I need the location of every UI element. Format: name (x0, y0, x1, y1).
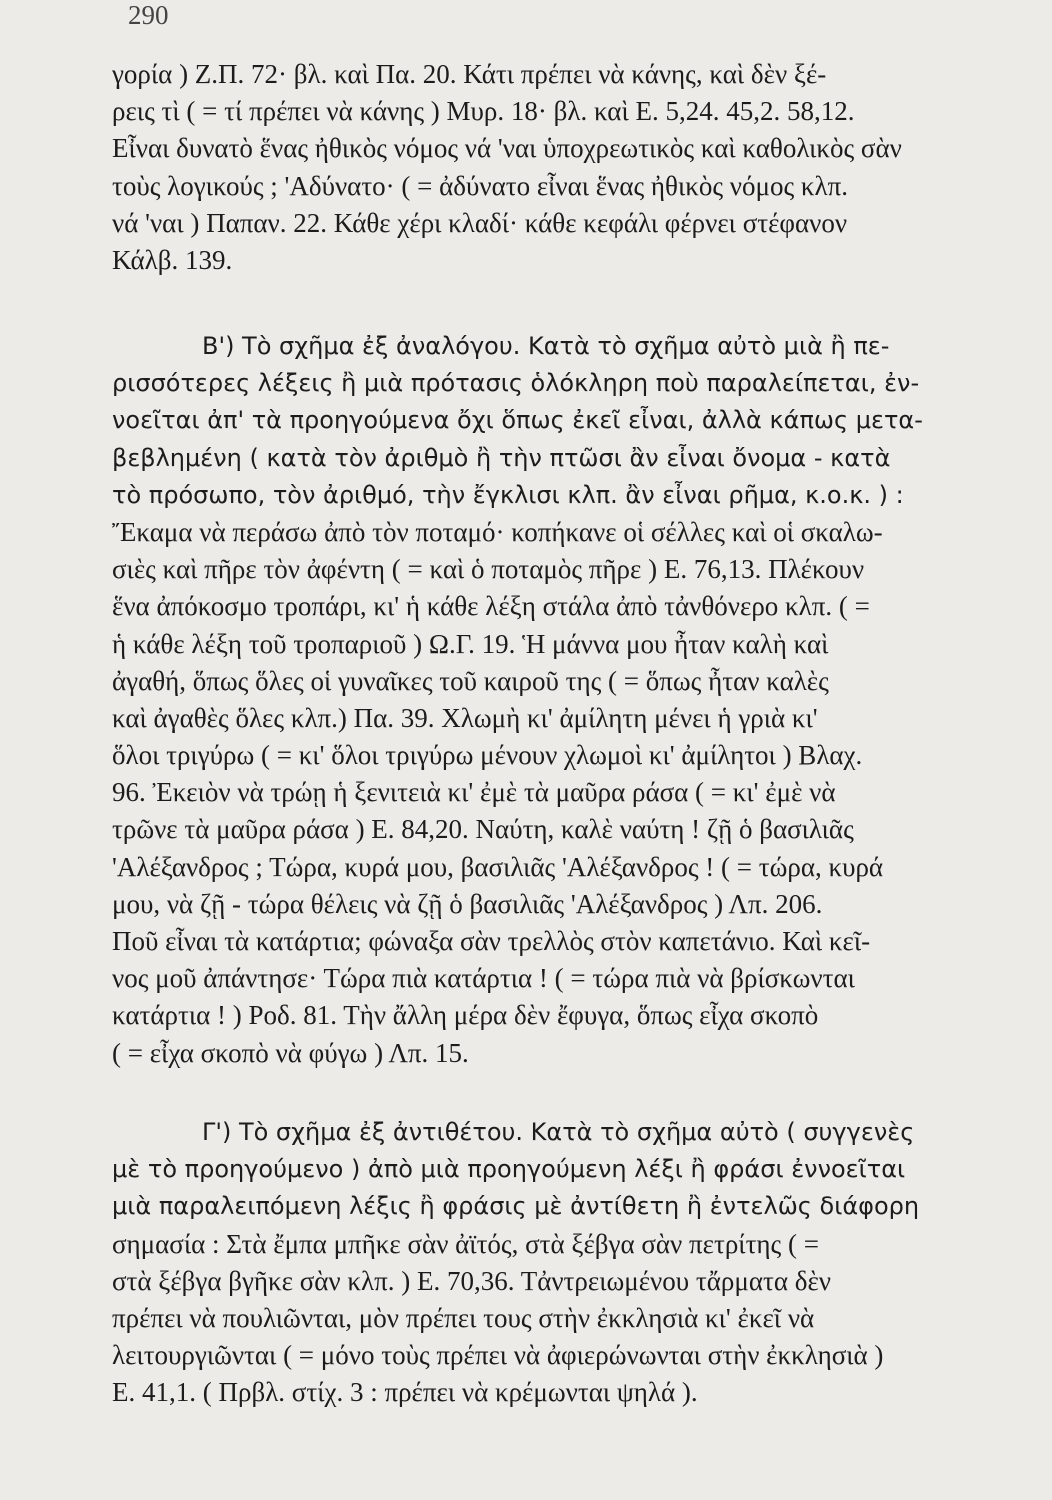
text-line: μὲ τὸ προηγούμενο ) ἀπὸ μιὰ προηγούμενη λέξι ἢ φράσι ἐννοεῖται (112, 1155, 906, 1184)
text-line: 'Αλέξανδρος ; Τώρα, κυρά μου, βασιλιᾶς 'Αλέξανδρος ! ( = τώρα, κυρά (112, 851, 884, 882)
section-heading-line: Β') Τὸ σχῆμα ἐξ ἀναλόγου. Κατὰ τὸ σχῆμα αὐτὸ μιὰ ἢ πε- (202, 332, 890, 360)
text-line: τοὺς λογικούς ; 'Αδύνατο· ( = ἀδύνατο εἶναι ἕνας ἠθικὸς νόμος κλπ. (112, 170, 849, 201)
page-number: 290 (128, 0, 169, 30)
text-line: νά 'ναι ) Παπαν. 22. Κάθε χέρι κλαδί· κάθε κεφάλι φέρνει στέφανον (112, 207, 848, 238)
text-line: Ε. 41,1. ( Πρβλ. στίχ. 3 : πρέπει νὰ κρέμωνται ψηλά ). (112, 1377, 698, 1408)
paragraph-a (112, 56, 1024, 279)
text-line: στὰ ξέβγα βγῆκε σὰν κλπ. ) Ε. 70,36. Τἀντρειωμένου τἄρματα δὲν (112, 1265, 831, 1296)
text-line: γορία ) Ζ.Π. 72· βλ. καὶ Πα. 20. Κάτι πρέπει νὰ κάνης, καὶ δὲν ξέ- (112, 59, 827, 89)
text-line: ἡ κάθε λέξη τοῦ τροπαριοῦ ) Ω.Γ. 19. Ἡ μάννα μου ἦταν καλὴ καὶ (112, 628, 829, 659)
text-line: καὶ ἀγαθὲς ὅλες κλπ.) Πα. 39. Χλωμὴ κι' ἀμίλητη μένει ἡ γριὰ κι' (112, 702, 818, 733)
text-line: μου, νὰ ζῇ - τώρα θέλεις νὰ ζῇ ὁ βασιλιᾶς 'Αλέξανδρος ) Λπ. 206. (112, 888, 823, 919)
text-line: τὸ πρόσωπο, τὸν ἀριθμό, τὴν ἔγκλισι κλπ. ἂν εἶναι ρῆμα, κ.ο.κ. ) : (112, 480, 904, 509)
paragraph-b (112, 328, 1024, 1072)
text-line: κατάρτια ! ) Ροδ. 81. Τὴν ἄλλη μέρα δὲν ἔφυγα, ὅπως εἶχα σκοπὸ (112, 1000, 819, 1031)
text-line: σιὲς καὶ πῆρε τὸν ἀφέντη ( = καὶ ὁ ποταμὸς πῆρε ) Ε. 76,13. Πλέκουν (112, 554, 865, 585)
text-line: 96. Ἐκειὸν νὰ τρώῃ ἡ ξενιτειὰ κι' ἐμὲ τὰ μαῦρα ράσα ( = κι' ἐμὲ νὰ (112, 777, 836, 808)
text-line: μιὰ παραλειπόμενη λέξις ἢ φράσις μὲ ἀντίθετη ἢ ἐντελῶς διάφορη (112, 1192, 920, 1221)
text-line: Ἔκαμα νὰ περάσω ἀπὸ τὸν ποταμό· κοπήκανε οἱ σέλλες καὶ οἱ σκαλω- (112, 516, 883, 547)
text-line: νοεῖται ἀπ' τὰ προηγούμενα ὄχι ὅπως ἐκεῖ εἶναι, ἀλλὰ κάπως μετα- (112, 406, 923, 435)
text-line: νος μοῦ ἀπάντησε· Τώρα πιὰ κατάρτια ! ( = τώρα πιὰ νὰ βρίσκωνται (112, 963, 855, 994)
text-line: πρέπει νὰ πουλιῶνται, μὸν πρέπει τους στὴν ἐκκλησιὰ κι' ἐκεῖ νὰ (112, 1302, 815, 1333)
text-line: Κάλβ. 139. (112, 244, 233, 275)
paragraph-c (112, 1114, 1024, 1412)
text-line: ὅλοι τριγύρω ( = κι' ὅλοι τριγύρω μένουν χλωμοὶ κι' ἀμίλητοι ) Βλαχ. (112, 740, 863, 771)
text-line: ρισσότερες λέξεις ἢ μιὰ πρότασις ὁλόκληρη ποὺ παραλείπεται, ἐν- (112, 369, 920, 398)
text-line: ( = εἶχα σκοπὸ νὰ φύγω ) Λπ. 15. (112, 1037, 469, 1068)
text-line: λειτουργιῶνται ( = μόνο τοὺς πρέπει νὰ ἀφιερώνωνται στὴν ἐκκλησιὰ ) (112, 1340, 884, 1371)
text-line: σημασία : Στὰ ἔμπα μπῆκε σὰν ἀϊτός, στὰ ξέβγα σὰν πετρίτης ( = (112, 1228, 819, 1259)
text-line: τρῶνε τὰ μαῦρα ράσα ) Ε. 84,20. Ναύτη, καλὲ ναύτη ! ζῇ ὁ βασιλιᾶς (112, 814, 854, 845)
text-line: βεβλημένη ( κατὰ τὸν ἀριθμὸ ἢ τὴν πτῶσι ἂν εἶναι ὄνομα - κατὰ (112, 443, 891, 472)
text-line: ἕνα ἀπόκοσμο τροπάρι, κι' ἡ κάθε λέξη στάλα ἀπὸ τἀνθόνερο κλπ. ( = (112, 591, 870, 622)
text-line: Ποῦ εἶναι τὰ κατάρτια; φώναξα σὰν τρελλὸς στὸν καπετάνιο. Καὶ κεῖ- (112, 926, 871, 956)
text-line: ρεις τὶ ( = τί πρέπει νὰ κάνης ) Μυρ. 18· βλ. καὶ Ε. 5,24. 45,2. 58,12. (112, 96, 855, 127)
section-heading-line: Γ') Τὸ σχῆμα ἐξ ἀντιθέτου. Κατὰ τὸ σχῆμα αὐτὸ ( συγγενὲς (202, 1118, 915, 1146)
text-line: Εἶναι δυνατὸ ἕνας ἠθικὸς νόμος νά 'ναι ὑποχρεωτικὸς καὶ καθολικὸς σὰν (112, 133, 902, 164)
text-line: ἀγαθή, ὅπως ὅλες οἱ γυναῖκες τοῦ καιροῦ της ( = ὅπως ἦταν καλὲς (112, 665, 829, 696)
